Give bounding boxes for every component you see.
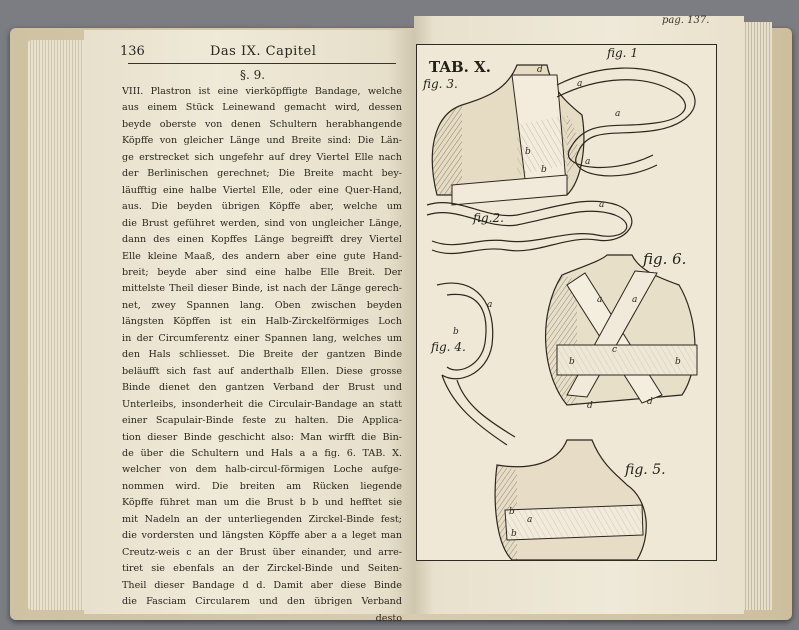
text-line: beyde oberste von denen Schultern herabhangende: [122, 118, 402, 130]
text-line: tion dieser Binde geschicht also: Man wirfft die Bin-: [122, 431, 402, 443]
plate-title: TAB. X.: [429, 58, 491, 76]
text-line: de über die Schultern und Hals a a fig. 6. TAB. X.: [122, 447, 402, 459]
plate-letter: b: [509, 507, 515, 517]
text-line: Unterleibs, insonderheit die Circulair-Bandage an statt: [122, 398, 402, 410]
text-line: Elle kleine Maaß, des andern aber eine gute Hand-: [122, 250, 402, 262]
plate-letter: a: [632, 295, 638, 305]
plate-letter: a: [577, 79, 583, 89]
plate-letter: d: [647, 397, 653, 407]
text-line: welcher von dem halb-circul-förmigen Loche aufge-: [122, 464, 402, 476]
figure-4-label: fig. 4.: [431, 340, 466, 354]
plate-letter: b: [541, 165, 547, 175]
figure-6-label: fig. 6.: [643, 250, 687, 268]
text-line: einer Scapulair-Binde feste zu halten. Die Applica-: [122, 415, 402, 427]
text-line: breit; beyde aber sind eine halbe Elle Breit. Der: [122, 266, 402, 278]
text-line: die Brust geführet werden, sind von ungleicher Länge,: [122, 217, 402, 229]
plate-letter: b: [453, 327, 459, 337]
plate-letter: b: [525, 147, 531, 157]
left-page-number: 136: [120, 44, 145, 59]
text-line: ge erstrecket sich ungefehr auf drey Viertel Elle nach: [122, 151, 402, 163]
figure-5-label: fig. 5.: [625, 462, 666, 478]
plate-letter: d: [587, 401, 593, 411]
plate-engraving: [417, 45, 716, 560]
plate-letter: b: [569, 357, 575, 367]
figure-3-label: fig. 3.: [423, 77, 458, 91]
text-line: Creutz-weis c an der Brust über einander, und arre-: [122, 546, 402, 558]
text-line: net, zwey Spannen lang. Oben zwischen beyden: [122, 299, 402, 311]
engraved-plate: [416, 44, 717, 561]
section-heading: §. 9.: [240, 68, 266, 82]
running-head: [120, 44, 400, 64]
text-line: mit Nadeln an der unterliegenden Zirckel-Binde fest;: [122, 513, 402, 525]
chapter-title: Das IX. Capitel: [210, 44, 317, 59]
plate-letter: a: [615, 109, 621, 119]
text-line: läufftig eine halbe Viertel Elle, oder eine Quer-Hand,: [122, 184, 402, 196]
text-line: die Fasciam Circularem und den übrigen Verband: [122, 596, 402, 608]
text-line: Köpffe führet man um die Brust b b und hefftet sie: [122, 497, 402, 509]
plate-letter: a: [599, 200, 605, 210]
text-line: der Berlinischen gerechnet; Die Breite macht bey-: [122, 168, 402, 180]
plate-letter: b: [675, 357, 681, 367]
text-line: tiret sie ebenfals an der Zirckel-Binde und Seiten-: [122, 563, 402, 575]
plate-letter: d: [537, 65, 543, 75]
plate-letter: a: [597, 295, 603, 305]
plate-letter: a: [585, 157, 591, 167]
text-line: Theil dieser Bandage d d. Damit aber diese Binde: [122, 579, 402, 591]
plate-letter: a: [527, 515, 533, 525]
text-line: beläufft sich fast auf anderthalb Ellen. Diese grosse: [122, 365, 402, 377]
text-line: längsten Köpffen ist ein Halb-Zirckelförmiges Loch: [122, 316, 402, 328]
text-line: Binde dienet den gantzen Verband der Brust und: [122, 382, 402, 394]
plate-letter: a: [487, 300, 493, 310]
body-text: [122, 84, 402, 627]
text-line: Köpffe von gleicher Länge und Breite sind: Die Län-: [122, 135, 402, 147]
figure-6-torso: [546, 255, 697, 405]
figure-1-label: fig. 1: [607, 46, 638, 60]
text-line: nommen wird. Die breiten am Rücken liegende: [122, 480, 402, 492]
plate-letter: b: [511, 529, 517, 539]
figure-5-torso: [495, 440, 646, 560]
text-line: aus einem Stück Leinewand gemacht wird, dessen: [122, 102, 402, 114]
plate-letter: c: [612, 345, 618, 355]
figure-4-bandage: [437, 283, 515, 445]
text-line: in der Circumferentz einer Spannen lang, welches um: [122, 332, 402, 344]
text-line: dann des einen Kopffes Länge begreifft drey Viertel: [122, 234, 402, 246]
figure-2-label: fig.2.: [473, 211, 504, 225]
header-rule: [128, 63, 396, 64]
page-edges-left: [28, 40, 90, 610]
right-page-number: pag. 137.: [662, 15, 710, 26]
text-line: mittelste Theil dieser Binde, ist nach der Länge gerech-: [122, 283, 402, 295]
text-line: aus. Die beyden übrigen Köpffe aber, welche um: [122, 201, 402, 213]
text-line: den Hals schliesset. Die Breite der gantzen Binde: [122, 349, 402, 361]
text-line: VIII. Plastron ist eine vierköpffigte Bandage, welche: [122, 86, 402, 97]
text-line: die vordersten und längsten Köpffe aber a a leget man: [122, 530, 402, 542]
text-line: desto: [375, 612, 402, 624]
